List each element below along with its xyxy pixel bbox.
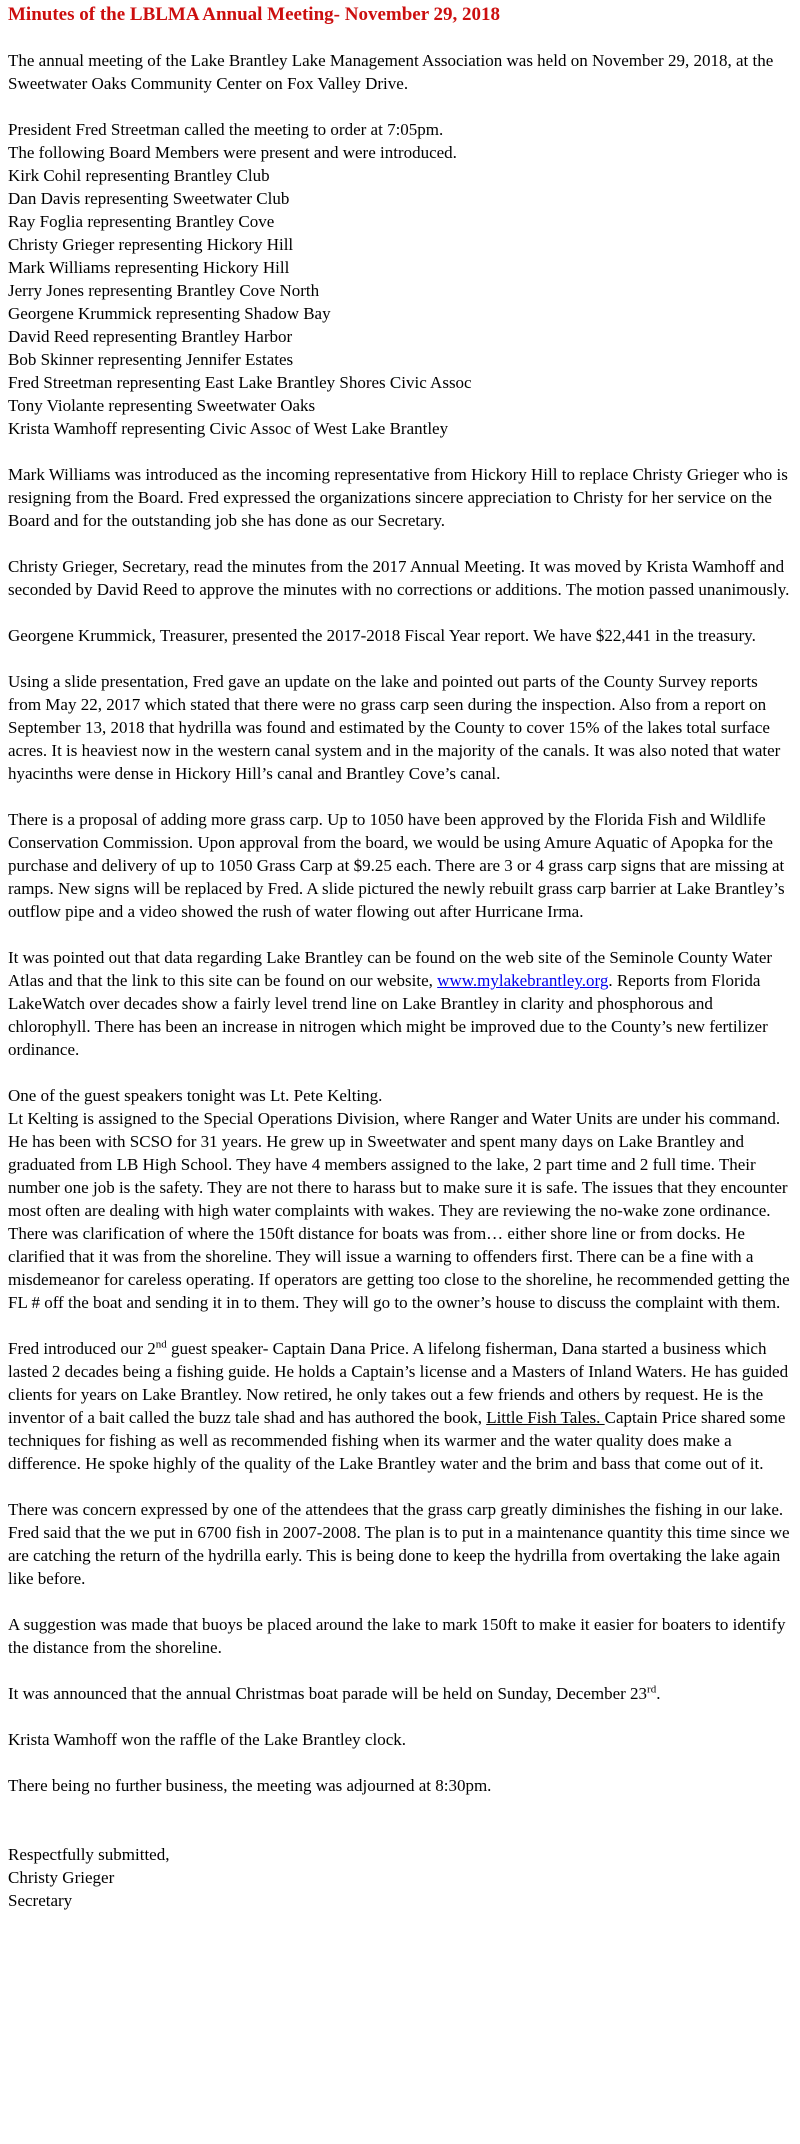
called-to-order-line: President Fred Streetman called the meeting to order at 7:05pm.: [8, 120, 444, 139]
paragraph-dana-price: [8, 1337, 790, 1475]
board-member-line: Ray Foglia representing Brantley Cove: [8, 212, 275, 231]
board-member-line: Bob Skinner representing Jennifer Estates: [8, 350, 294, 369]
paragraph-adjourned: There being no further business, the meeting was adjourned at 8:30pm.: [8, 1776, 492, 1795]
boat-parade-text-2: .: [656, 1684, 661, 1703]
paragraph-grass-carp-proposal: There is a proposal of adding more grass carp. Up to 1050 have been approved by the Florida Fish and Wildlife Conservation Commission. Upon approval from the board, we would be using Amure Aquatic of Apopka for the purchase and delivery of up to 1050 Grass Carp at $9.25 each. There are 3 or 4 grass carp signs that are missing at ramps. New signs will be replaced by Fred. A slide pictured the newly rebuilt grass carp barrier at Lake Brantley’s outflow pipe and a video showed the rush of water flowing out after Hurricane Irma.: [8, 810, 785, 921]
board-intro-line: The following Board Members were present and were introduced.: [8, 143, 457, 162]
board-member-line: Mark Williams representing Hickory Hill: [8, 258, 290, 277]
kelting-details-text: Lt Kelting is assigned to the Special Operations Division, where Ranger and Water Units are under his command. He has been with SCSO for 31 years. He grew up in Sweetwater and spent many days on Lake Brantley and graduated from LB High School. They have 4 members assigned to the lake, 2 part time and 2 full time. Their number one job is the safety. They are not there to harass but to make sure it is safe. The issues that they encounter most often are dealing with high water complaints with wakes. They are reviewing the no-wake zone ordinance. There was clarification of where the 150ft distance for boats was from… either shore line or from docks. He clarified that it was from the shoreline. They will issue a warning to offenders first. There can be a fine with a misdemeanor for careless operating. If operators are getting too close to the shoreline, he recommended getting the FL # off the boat and sending it in to them. They will go to the owner’s house to discuss the complaint with them.: [8, 1109, 790, 1312]
paragraph-lake-update: Using a slide presentation, Fred gave an update on the lake and pointed out parts of the County Survey reports from May 22, 2017 which stated that there were no grass carp seen during the inspection. Also from a report on September 13, 2018 that hydrilla was found and estimated by the County to cover 15% of the lakes total surface acres. It is heaviest now in the western canal system and in the majority of the canals. It was also noted that water hyacinths were dense in Hickory Hill’s canal and Brantley Cove’s canal.: [8, 672, 781, 783]
water-atlas-text-after: . Reports from Florida LakeWatch over decades show a fairly level trend line on Lake Brantley in clarity and phosphorous and chlorophyll. There has been an increase in nitrogen which might be improved due to the County’s new fertilizer ordinance.: [8, 971, 768, 1059]
closing-line-name: Christy Grieger: [8, 1868, 115, 1887]
board-member-line: Dan Davis representing Sweetwater Club: [8, 189, 290, 208]
water-atlas-text-before: It was pointed out that data regarding Lake Brantley can be found on the web site of the Seminole County Water Atlas and that the link to this site can be found on our website,: [8, 948, 773, 990]
dana-price-text-1: Fred introduced our 2: [8, 1339, 156, 1358]
kelting-section: [8, 1084, 790, 1314]
closing-line-respectfully: Respectfully submitted,: [8, 1845, 170, 1864]
board-member-line: Tony Violante representing Sweetwater Oaks: [8, 396, 316, 415]
paragraph-raffle: Krista Wamhoff won the raffle of the Lake Brantley clock.: [8, 1730, 406, 1749]
page-title: Minutes of the LBLMA Annual Meeting- November 29, 2018: [8, 4, 501, 25]
board-member-line: Georgene Krummick representing Shadow Bay: [8, 304, 331, 323]
dana-price-text-2: guest speaker- Captain Dana Price. A lifelong fisherman, Dana started a business which lasted 2 decades being a fishing guide. He holds a Captain’s license and a Masters of Inland Waters. He has guided clients for years on Lake Brantley. Now retired, he only takes out a few friends and others by request. He is the inventor of a bait called the buzz tale shad and has authored the book,: [8, 1339, 789, 1427]
paragraph-carp-concern: There was concern expressed by one of the attendees that the grass carp greatly diminishes the fishing in our lake. Fred said that the we put in 6700 fish in 2007-2008. The plan is to put in a maintenance quantity this time since we are catching the return of the hydrilla early. This is being done to keep the hydrilla from overtaking the lake again like before.: [8, 1500, 790, 1588]
ordinal-superscript: rd: [647, 1683, 657, 1696]
board-member-line: Fred Streetman representing East Lake Brantley Shores Civic Assoc: [8, 373, 472, 392]
closing-signature-block: [8, 1843, 790, 1912]
boat-parade-text-1: It was announced that the annual Christmas boat parade will be held on Sunday, December 23: [8, 1684, 648, 1703]
paragraph-mark-williams: Mark Williams was introduced as the incoming representative from Hickory Hill to replace Christy Grieger who is resigning from the Board. Fred expressed the organizations sincere appreciation to Christy for her service on the Board and for the outstanding job she has done as our Secretary.: [8, 465, 788, 530]
attendance-section: [8, 118, 790, 440]
paragraph-treasurer-report: Georgene Krummick, Treasurer, presented the 2017-2018 Fiscal Year report. We have $22,441 in the treasury.: [8, 626, 756, 645]
ordinal-superscript: nd: [155, 1338, 167, 1351]
board-member-line: Jerry Jones representing Brantley Cove North: [8, 281, 320, 300]
mylakebrantley-link[interactable]: www.mylakebrantley.org: [437, 971, 609, 990]
book-title-text: Little Fish Tales.: [486, 1408, 605, 1427]
paragraph-intro: The annual meeting of the Lake Brantley Lake Management Association was held on November 29, 2018, at the Sweetwater Oaks Community Center on Fox Valley Drive.: [8, 51, 774, 93]
paragraph-water-atlas: [8, 946, 790, 1061]
paragraph-boat-parade: [8, 1682, 790, 1705]
dana-price-text-3: Captain Price shared some techniques for fishing as well as recommended fishing when its warmer and the water quality does make a difference. He spoke highly of the quality of the Lake Brantley water and the brim and bass that come out of it.: [8, 1408, 786, 1473]
board-member-line: Krista Wamhoff representing Civic Assoc of West Lake Brantley: [8, 419, 449, 438]
paragraph-minutes-approval: Christy Grieger, Secretary, read the minutes from the 2017 Annual Meeting. It was moved by Krista Wamhoff and seconded by David Reed to approve the minutes with no corrections or additions. The motion passed unanimously.: [8, 557, 790, 599]
kelting-intro-line: One of the guest speakers tonight was Lt. Pete Kelting.: [8, 1086, 383, 1105]
board-member-line: Kirk Cohil representing Brantley Club: [8, 166, 270, 185]
closing-line-title: Secretary: [8, 1891, 73, 1910]
board-member-line: David Reed representing Brantley Harbor: [8, 327, 293, 346]
paragraph-buoy-suggestion: A suggestion was made that buoys be placed around the lake to mark 150ft to make it easier for boaters to identify the distance from the shoreline.: [8, 1615, 786, 1657]
board-member-line: Christy Grieger representing Hickory Hill: [8, 235, 294, 254]
